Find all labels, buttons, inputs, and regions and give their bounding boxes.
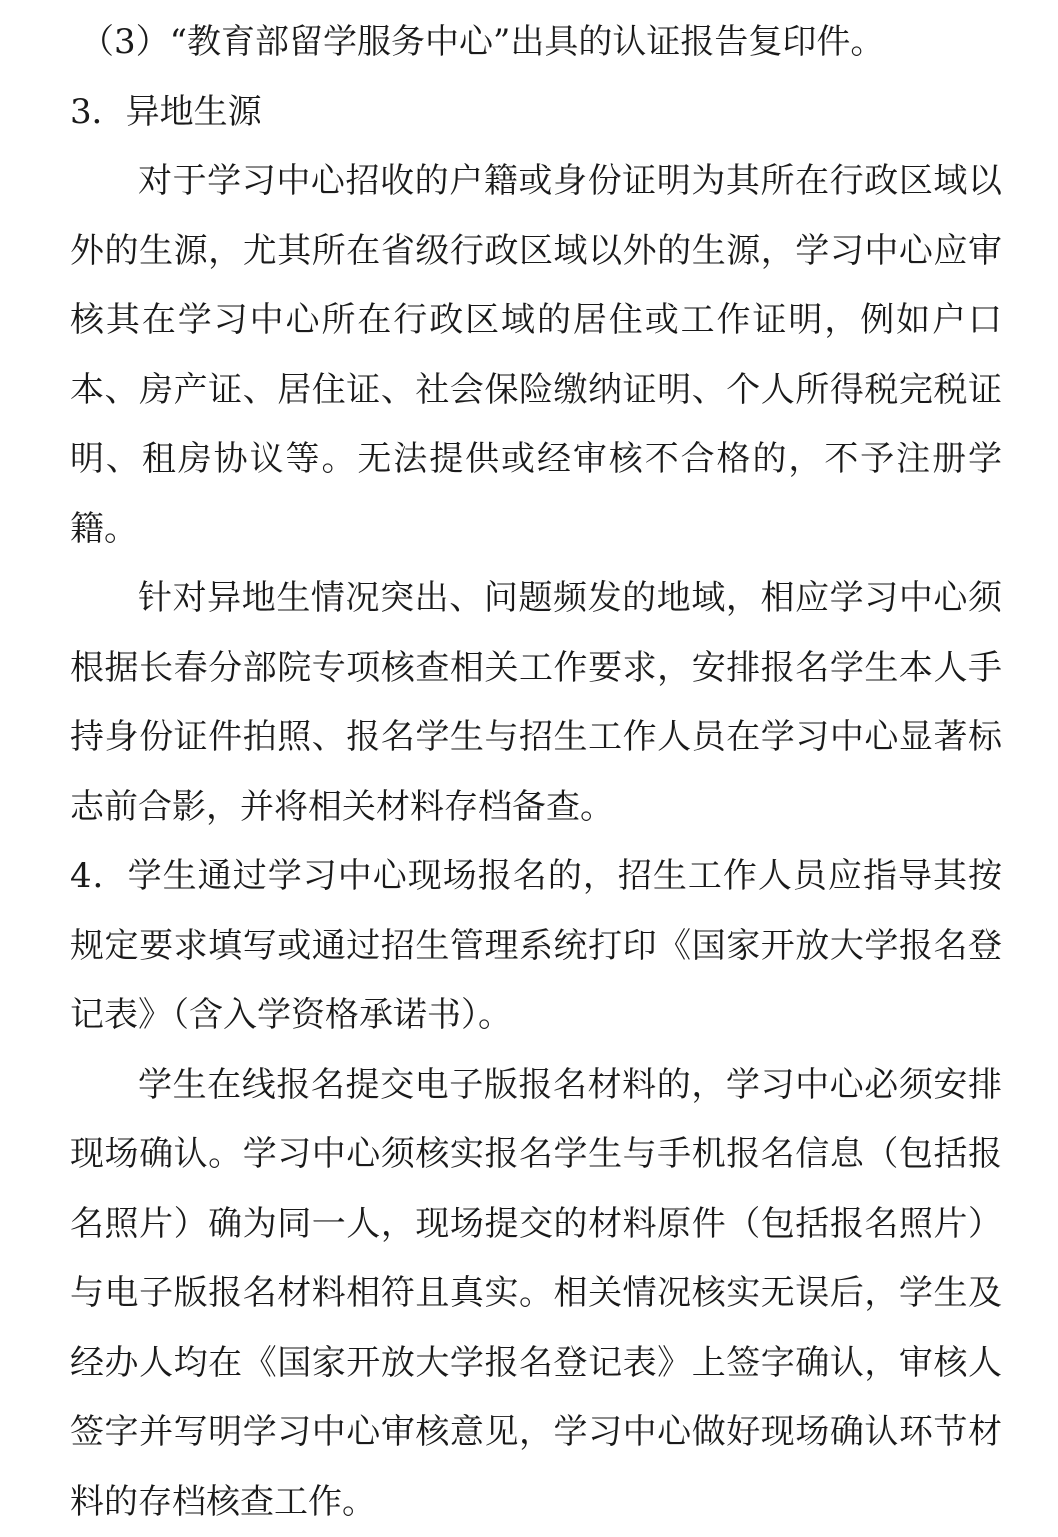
list-item-3-3: （3）“教育部留学服务中心”出具的认证报告复印件。 [70,8,1002,78]
body-paragraph: 针对异地生情况突出、问题频发的地域，相应学习中心须根据长春分部院专项核查相关工作要求，安排报名学生本人手持身份证件拍照、报名学生与招生工作人员在学习中心显著标志前合影，并将相关材料存档备查。 [70,564,1002,842]
body-paragraph: 对于学习中心招收的户籍或身份证明为其所在行政区域以外的生源，尤其所在省级行政区域以外的生源，学习中心应审核其在学习中心所在行政区域的居住或工作证明，例如户口本、房产证、居住证、社会保险缴纳证明、个人所得税完税证明、租房协议等。无法提供或经审核不合格的，不予注册学籍。 [70,147,1002,564]
section-heading-4: 4．学生通过学习中心现场报名的，招生工作人员应指导其按规定要求填写或通过招生管理系统打印《国家开放大学报名登记表》（含入学资格承诺书）。 [70,842,1002,1051]
body-paragraph: 学生在线报名提交电子版报名材料的，学习中心必须安排现场确认。学习中心须核实报名学生与手机报名信息（包括报名照片）确为同一人，现场提交的材料原件（包括报名照片）与电子版报名材料相符且真实。相关情况核实无误后，学生及经办人均在《国家开放大学报名登记表》上签字确认，审核人签字并写明学习中心审核意见，学习中心做好现场确认环节材料的存档核查工作。 [70,1051,1002,1537]
section-heading-3: 3．异地生源 [70,78,1002,148]
